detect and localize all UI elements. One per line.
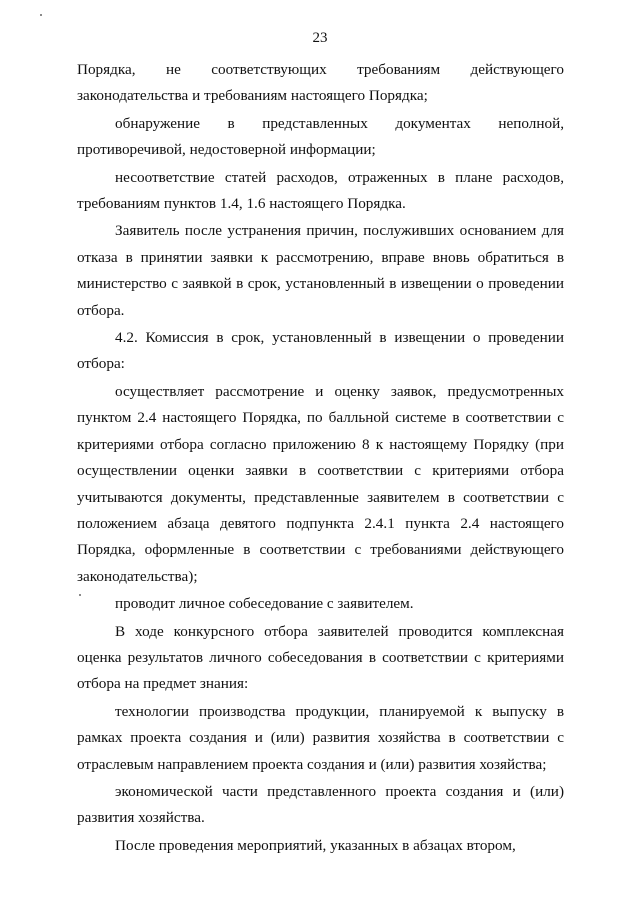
paragraph: осуществляет рассмотрение и оценку заявок, предусмотренных пунктом 2.4 настоящего Порядка, по балльной системе в соответствии с критериями отбора согласно приложению 8 к настоящему Порядку (при осуществлении оценки заявки в соответствии с критериями отбора учитываются документы, представленные заявителем в соответствии с положением абзаца девятого подпункта 2.4.1 пункта 2.4 настоящего Порядка, оформленные в соответствии с требованиями действующего законодательства); [77,382,564,585]
paragraph: несоответствие статей расходов, отраженных в плане расходов, требованиям пунктов 1.4, 1.6 настоящего Порядка. [77,168,564,213]
paragraph: После проведения мероприятий, указанных в абзацах втором, [115,836,516,854]
paragraph: технологии производства продукции, планируемой к выпуску в рамках проекта создания и (или) развития хозяйства в соответствии с отраслевым направлением проекта создания и (или) развития хозяйства; [77,702,564,773]
paragraph: В ходе конкурсного отбора заявителей проводится комплексная оценка результатов личного собеседования в соответствии с критериями отбора на предмет знания: [77,622,564,693]
paragraph: Заявитель после устранения причин, послуживших основанием для отказа в принятии заявки к рассмотрению, вправе вновь обратиться в министерство с заявкой в срок, установленный в извещении о проведении отбора. [77,222,564,319]
paragraph: обнаружение в представленных документах неполной, противоречивой, недостоверной информации; [77,114,564,159]
scan-artifact-dot [40,14,42,16]
document-body [77,57,564,859]
paragraph: экономической части представленного проекта создания и (или) развития хозяйства. [77,782,564,827]
page-number: 23 [312,30,328,46]
paragraph: проводит личное собеседование с заявителем. [115,595,414,613]
paragraph: Порядка, не соответствующих требованиям действующего законодательства и требованиям настоящего Порядка; [77,61,564,105]
paragraph: 4.2. Комиссия в срок, установленный в извещении о проведении отбора: [77,329,564,373]
